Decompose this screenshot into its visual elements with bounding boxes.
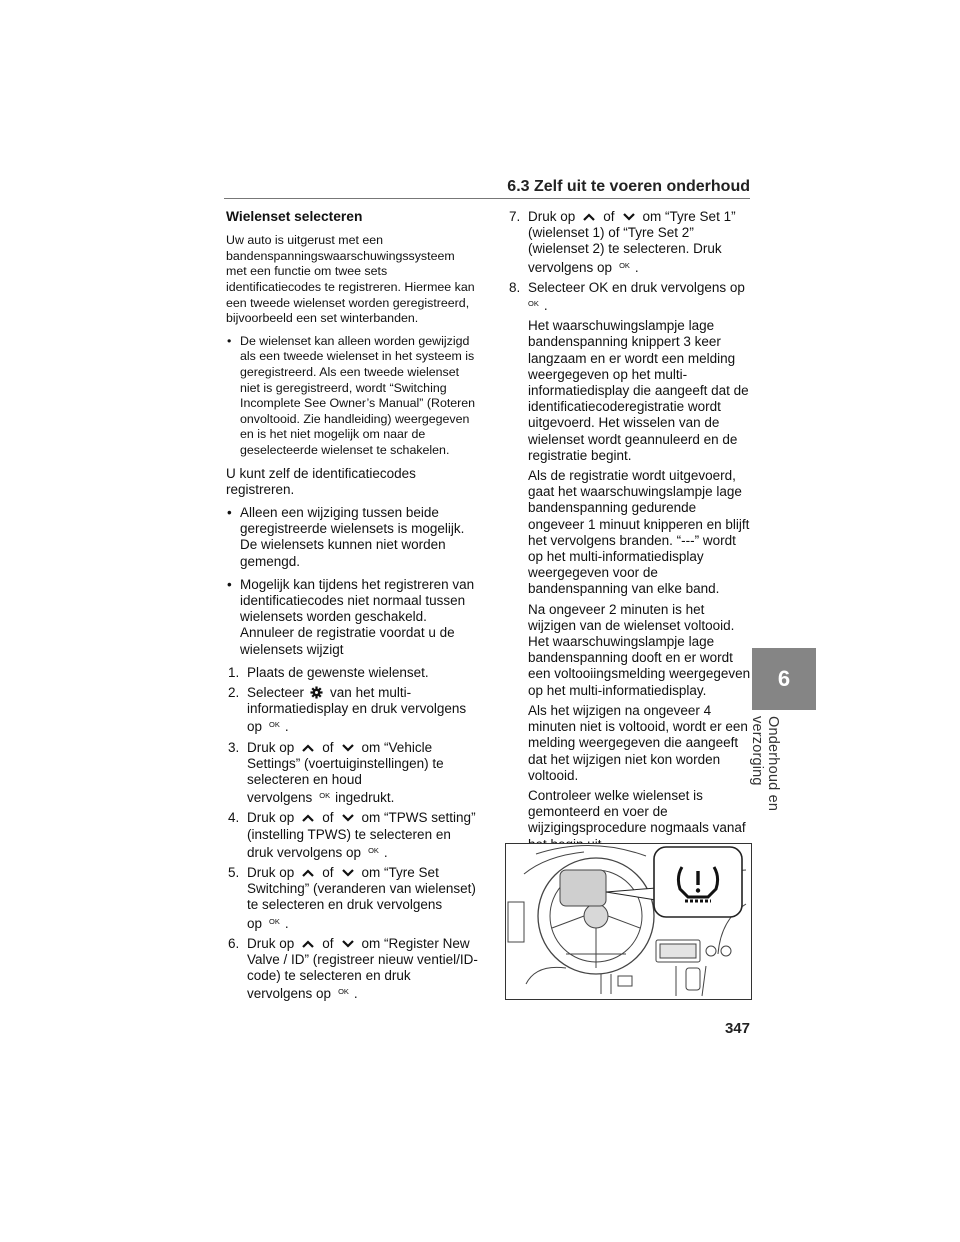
step-end: . [634,259,639,275]
step-text: Druk op [247,810,295,826]
ok-button-icon: OK [619,260,630,270]
list-item [226,505,478,570]
chevron-up-icon [301,868,315,878]
step-text: om “Register New Valve / ID” (registreer nieuw ventiel/ID-code) te selecteren en druk vervolgens op [247,935,478,1002]
header-divider [224,198,750,199]
step-number: 1. [228,664,240,680]
step-number: 6. [228,935,240,951]
step-6 [228,936,478,1003]
step-8 [509,280,752,314]
step-text: van het multi-informatiedisplay en druk vervolgens op [247,684,467,735]
chevron-up-icon [301,939,315,949]
step-number: 4. [228,810,240,826]
step-text: Selecteer OK en druk vervolgens op [528,279,745,295]
ok-button-icon: OK [269,916,280,926]
note-text: De wielenset kan alleen worden gewijzigd als een tweede wielenset in het systeem is geregistreerd. Als een tweede wielenset niet is geregistreerd, wordt “Switching Incomplete See Owner’s Manual” (Roteren onvoltooid. Zie handleiding) weergegeven en is het niet mogelijk om naar de geselecteerde wielenset te schakelen. [240,333,476,457]
self-register-paragraph: U kunt zelf de identificatiecodes registreren. [226,465,416,497]
section-header: 6.3 Zelf uit te voeren onderhoud [507,178,750,195]
ok-button-icon: OK [368,845,379,855]
step-text: om “TPWS setting” (instelling TPWS) te selecteren en druk vervolgens op [247,810,476,860]
ok-button-icon: OK [269,720,280,730]
step-or: of [322,864,334,880]
step-number: 7. [509,209,521,224]
step-4 [228,810,478,861]
left-column [226,209,478,1007]
step-5 [228,865,478,932]
list-item-text: Mogelijk kan tijdens het registreren van identificatiecodes niet normaal tussen wielensets worden geschakeld. Annuleer de registratie voordat u de wielensets wijzigt [240,576,475,657]
step-end: . [284,719,289,735]
step-1 [228,665,478,681]
chevron-down-icon [341,868,355,878]
step-text: Druk op [528,209,576,224]
result-paragraph: Na ongeveer 2 minuten is het wijzigen van de wielenset voltooid. Het waarschuwingslampje lage bandenspanning dooft en er wordt een voltooiingsmelding weergegeven op het multi-informatiedisplay. [528,601,751,698]
right-column [509,209,752,857]
chevron-up-icon [301,813,315,823]
chevron-down-icon [622,212,636,222]
step-or: of [322,810,334,826]
bullet-dot: • [227,333,232,348]
note-bullet [226,334,478,459]
bullet-dot: • [227,504,232,520]
step-text: om “Tyre Set 1” (wielenset 1) of “Tyre Set 2” (wielenset 2) te selecteren. Druk vervolgens op [528,209,736,275]
step-text: Druk op [247,935,295,951]
step-text: Plaats de gewenste wielenset. [247,664,429,680]
chapter-tab: 6 [752,648,816,710]
chevron-up-icon [301,743,315,753]
step-text: ingedrukt. [335,790,395,806]
gear-icon [310,686,323,699]
page-number: 347 [724,1020,750,1037]
cockpit-drawing [506,844,751,999]
chapter-title: Onderhoud en verzorging [749,716,781,812]
step-or: of [603,209,615,224]
section-heading: Wielenset selecteren [226,209,363,224]
chevron-down-icon [341,939,355,949]
step-number: 3. [228,739,240,755]
step-text: Druk op [247,739,295,755]
step-text: Selecteer [247,684,305,700]
step-or: of [322,935,334,951]
list-item-text: Alleen een wijziging tussen beide geregistreerde wielensets is mogelijk. De wielensets kunnen niet worden gemengd. [240,504,465,569]
intro-paragraph: Uw auto is uitgerust met een bandenspanningswaarschuwingssysteem met een functie om twee sets identificatiecodes te registreren. Hiermee kan een tweede wielenset worden geregistreerd, bijvoorbeeld een set winterbanden. [226,233,475,326]
step-2 [228,685,478,736]
dashboard-illustration [505,843,752,1000]
result-paragraph: Als de registratie wordt uitgevoerd, gaat het waarschuwingslampje lage bandenspanning gedurende ongeveer 1 minuut knipperen en blijft het vervolgens branden. “---” wordt op het multi-informatiedisplay weergegeven voor de bandenspanning van elke band. [528,468,750,597]
step-number: 5. [228,864,240,880]
step-end: . [383,844,388,860]
chevron-down-icon [341,743,355,753]
ok-button-icon: OK [338,987,349,997]
step-text: om “Tyre Set Switching” (veranderen van wielenset) te selecteren en druk vervolgens op [247,864,476,931]
chevron-down-icon [341,813,355,823]
step-text: Druk op [247,864,295,880]
result-paragraph: Controleer welke wielenset is gemonteerd en voer de wijzigingsprocedure nogmaals vanaf [528,787,746,836]
step-end: . [353,986,358,1002]
step-or: of [322,739,334,755]
ok-button-icon: OK [319,791,331,801]
step-end: . [284,915,289,931]
step-end: . [543,298,548,314]
chevron-up-icon [582,212,596,222]
list-item [226,577,478,658]
result-paragraph: Als het wijzigen na ongeveer 4 minuten niet is voltooid, wordt er een melding weergegeven die aangeeft dat het wijzigen niet kon worden voltooid. [528,702,748,783]
step-text: om “Vehicle Settings” (voertuiginstellingen) te selecteren en houd vervolgens [247,739,444,806]
ok-button-icon: OK [528,299,539,309]
bullet-dot: • [227,576,232,592]
step-number: 8. [509,279,521,295]
result-paragraph: Het waarschuwingslampje lage bandenspanning knippert 3 keer langzaam en er wordt een melding weergegeven op het multi-informatiedisplay die aangeeft dat de identificatiecoderegistratie wordt uitgevoerd. Het wisselen van de wielenset wordt geannuleerd en de registratie begint. [528,318,749,463]
step-3 [228,740,478,807]
step-number: 2. [228,684,240,700]
step-7 [509,209,752,276]
